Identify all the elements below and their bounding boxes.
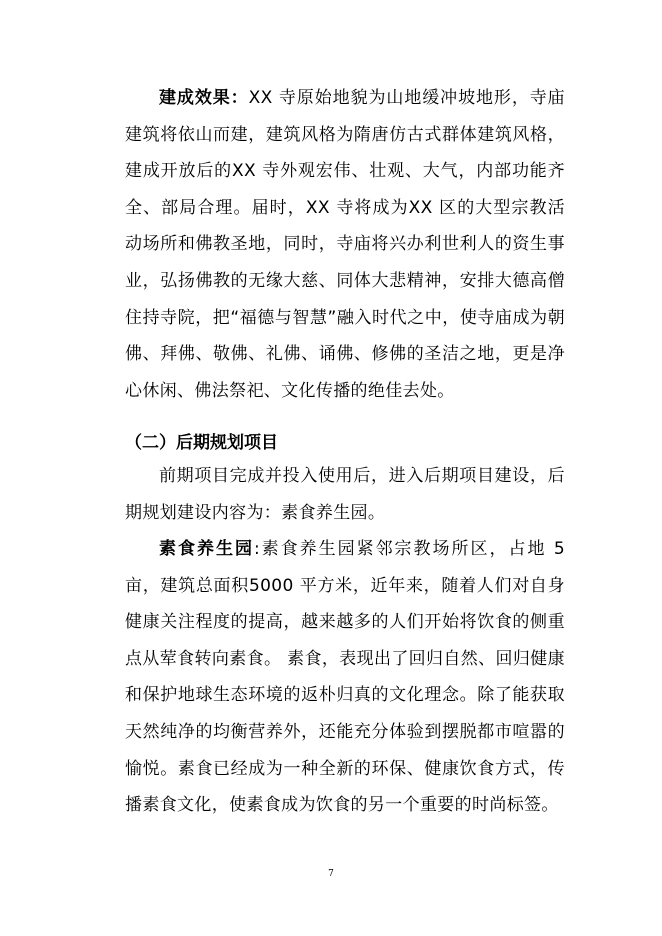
later-phase-intro-paragraph: 前期项目完成并投入使用后，进入后期项目建设，后期规划建设内容为：素食养生园。 [125, 466, 565, 523]
vegetarian-garden-body: :素食养生园紧邻宗教场所区，占地 5 亩，建筑总面积5000 平方米，近年来，随着人们对自身健康关注程度的提高，越来越多的人们开始将饮食的侧重点从荤食转向素食。 素食，表现出了回归自然、回归健康和保护地球生态环境的返朴归真的文化理念。除了能获取天然纯净的均衡营养外，还能充分体验到摆脱都市喧嚣的愉悦。素食已经成为一种全新的环保、健康饮食方式，传播素食文化，使素食成为饮食的另一个重要的时尚标签。 [125, 539, 566, 816]
vegetarian-garden-lead: 素食养生园 [159, 539, 254, 559]
construction-effect-body: XX 寺原始地貌为山地缓冲坡地形，寺庙建筑将依山而建，建筑风格为隋唐仿古式群体建筑风格，建成开放后的XX 寺外观宏伟、壮观、大气，内部功能齐全、部局合理。届时，XX 寺将成为XX 区的大型宗教活动场所和佛教圣地，同时，寺庙将兴办利世利人的资生事业，弘扬佛教的无缘大慈、同体大悲精神，安排大德高僧住持寺院，把“福德与智慧”融入时代之中，使寺庙成为朝佛、拜佛、敬佛、礼佛、诵佛、修佛的圣洁之地，更是净心休闲、佛法祭祀、文化传播的绝佳去处。 [125, 88, 565, 401]
page-number: 7 [328, 869, 334, 879]
construction-effect-paragraph [125, 80, 565, 409]
construction-effect-lead: 建成效果： [159, 88, 249, 108]
vegetarian-garden-paragraph [125, 531, 565, 824]
section-heading: （二）后期规划项目 [125, 433, 278, 453]
